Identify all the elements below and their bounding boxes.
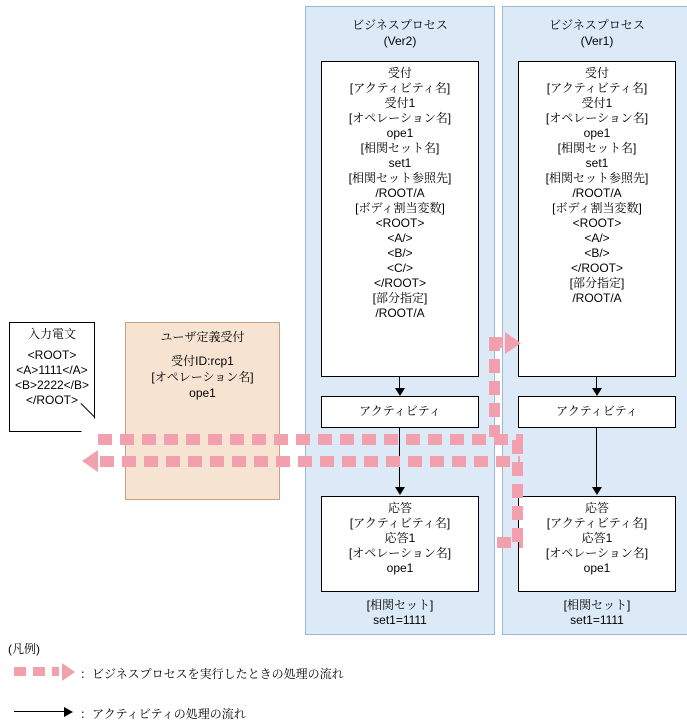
legend-pink-arrowhead-icon: [62, 663, 75, 681]
reception-line: </ROOT>: [570, 261, 623, 275]
reception-line: 受付1: [581, 96, 613, 110]
input-message-line: </ROOT>: [25, 393, 78, 407]
reception-line: [相関セット参照先]: [545, 171, 649, 185]
legend-pink-dashes-icon: [14, 667, 59, 676]
response-line: ope1: [583, 561, 611, 575]
input-message-box: [9, 322, 95, 432]
legend-black-line-icon: [14, 711, 66, 712]
reception-line: set1: [388, 156, 412, 170]
user-defined-line: 受付ID:rcp1: [171, 354, 234, 368]
process-title-line2: (Ver1): [580, 34, 614, 48]
flow-forward-vertical: [489, 337, 500, 437]
arrowhead-icon: [592, 487, 602, 495]
reception-node-ver1: [518, 61, 676, 377]
correlation-label: [相関セット]: [366, 598, 434, 612]
legend-item-flow-process: ：ビジネスプロセスを実行したときの処理の流れ: [80, 667, 344, 681]
reception-line: /ROOT/A: [572, 291, 622, 305]
user-defined-line: ope1: [189, 386, 216, 400]
response-line: [オペレーション名]: [545, 546, 649, 560]
flow-return-horizontal: [100, 456, 520, 467]
activity-label: アクティビティ: [359, 404, 441, 418]
reception-line: [相関セット参照先]: [348, 171, 452, 185]
reception-line: /ROOT/A: [375, 306, 425, 320]
reception-line: <C/>: [386, 261, 413, 275]
activity-node-ver2: [321, 396, 479, 428]
input-message-line: <B>2222</B>: [14, 378, 90, 392]
reception-line: <A/>: [584, 231, 610, 245]
reception-line: [アクティビティ名]: [546, 81, 648, 95]
process-title-ver2: [306, 7, 494, 49]
flow-line-activity-to-response-ver1: [596, 428, 597, 490]
input-message-line: <A>1111</A>: [16, 363, 88, 377]
user-defined-line: [オペレーション名]: [151, 370, 254, 384]
reception-line: [オペレーション名]: [545, 111, 649, 125]
reception-line: [ボディ割当変数]: [552, 201, 642, 215]
input-message-title: 入力電文: [27, 327, 76, 341]
reception-line: [ボディ割当変数]: [355, 201, 445, 215]
reception-line: ope1: [386, 126, 414, 140]
activity-label: アクティビティ: [556, 404, 638, 418]
response-line: [オペレーション名]: [348, 546, 452, 560]
flow-return-stub: [497, 537, 523, 548]
correlation-value: set1=1111: [373, 613, 427, 627]
user-defined-reception-box: [125, 322, 280, 500]
process-title-ver1: [503, 7, 687, 49]
response-line: [アクティビティ名]: [546, 516, 648, 530]
reception-line: [オペレーション名]: [348, 111, 452, 125]
reception-line: [アクティビティ名]: [349, 81, 451, 95]
response-line: 応答1: [384, 531, 416, 545]
response-header: 応答: [387, 501, 412, 515]
user-defined-title: ユーザ定義受付: [160, 330, 245, 344]
flow-forward-arrowhead-icon: [505, 332, 521, 354]
reception-line: /ROOT/A: [572, 186, 622, 200]
arrowhead-icon: [395, 487, 405, 495]
response-header: 応答: [584, 501, 609, 515]
response-line: [アクティビティ名]: [349, 516, 451, 530]
activity-node-ver1: [518, 396, 676, 428]
reception-line: <A/>: [387, 231, 413, 245]
reception-line: 受付1: [384, 96, 416, 110]
flow-forward-horizontal: [98, 434, 523, 445]
reception-line: [部分指定]: [372, 291, 428, 305]
reception-line: ope1: [583, 126, 611, 140]
correlation-label: [相関セット]: [563, 598, 631, 612]
process-title-line2: (Ver2): [383, 34, 417, 48]
flow-return-arrowhead-icon: [82, 450, 98, 472]
input-message-line: <ROOT>: [27, 348, 77, 362]
reception-line: [部分指定]: [569, 276, 625, 290]
arrowhead-icon: [592, 388, 602, 396]
reception-line: <B/>: [584, 246, 610, 260]
legend-title: (凡例): [8, 642, 40, 656]
reception-header: 受付: [584, 66, 609, 80]
response-node-ver2: [321, 496, 479, 592]
response-line: ope1: [386, 561, 414, 575]
reception-line: </ROOT>: [373, 276, 426, 290]
process-title-line1: ビジネスプロセス: [549, 18, 645, 32]
reception-line: <ROOT>: [572, 216, 622, 230]
process-title-line1: ビジネスプロセス: [352, 18, 448, 32]
doc-fold-corner-icon: [81, 418, 95, 432]
response-line: 応答1: [581, 531, 613, 545]
reception-line: /ROOT/A: [375, 186, 425, 200]
correlation-set-ver1: [518, 598, 676, 628]
arrowhead-icon: [395, 388, 405, 396]
reception-node-ver2: [321, 61, 479, 377]
reception-line: [相関セット名]: [557, 141, 637, 155]
reception-line: set1: [585, 156, 609, 170]
legend-black-arrowhead-icon: [64, 707, 73, 717]
correlation-set-ver2: [321, 598, 479, 628]
legend-item-flow-activity: ：アクティビティの処理の流れ: [80, 707, 246, 721]
correlation-value: set1=1111: [570, 613, 624, 627]
reception-line: [相関セット名]: [360, 141, 440, 155]
reception-line: <ROOT>: [375, 216, 425, 230]
response-node-ver1: [518, 496, 676, 592]
reception-header: 受付: [387, 66, 412, 80]
reception-line: <B/>: [387, 246, 413, 260]
